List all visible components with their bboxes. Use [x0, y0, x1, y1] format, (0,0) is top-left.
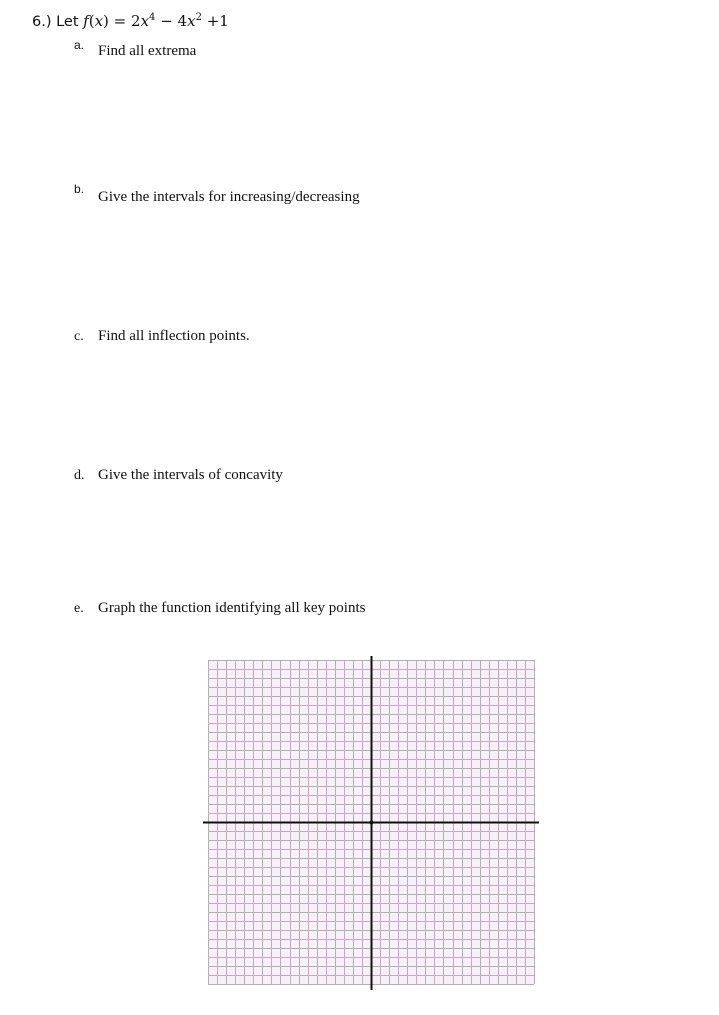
- term2-var: x: [187, 12, 196, 30]
- part-d-letter: d.: [74, 468, 85, 483]
- term1-exponent: 4: [149, 12, 156, 23]
- function-variable: x: [94, 12, 104, 30]
- part-b-text: Give the intervals for increasing/decreasing: [98, 189, 360, 205]
- operator-minus: −: [160, 12, 173, 30]
- part-c-text: Find all inflection points.: [98, 328, 250, 344]
- function-definition: $f(x) = 2x^4 - 4x^2 +1$: [83, 12, 229, 30]
- part-a-text: Find all extrema: [98, 43, 197, 59]
- problem-number: 6.): [32, 14, 52, 30]
- origin-point: [369, 820, 373, 824]
- part-a-letter: a.: [74, 38, 85, 52]
- constant-term: 1: [219, 12, 229, 30]
- operator-plus: +: [206, 12, 220, 30]
- part-e-letter: e.: [74, 601, 84, 616]
- term1-coef: 2: [131, 12, 141, 30]
- part-c-letter: c.: [74, 329, 84, 344]
- function-name: f: [83, 12, 89, 30]
- graph-paper: [203, 656, 539, 990]
- problem-intro: Let: [56, 14, 79, 30]
- term1-var: x: [140, 12, 150, 30]
- problem-statement: [32, 12, 229, 30]
- coordinate-grid: [203, 656, 539, 990]
- part-e-text: Graph the function identifying all key points: [98, 600, 366, 616]
- part-b-letter: b.: [74, 182, 85, 196]
- part-d-text: Give the intervals of concavity: [98, 467, 283, 483]
- term2-coef: 4: [177, 12, 188, 30]
- term2-exponent: 2: [195, 12, 202, 23]
